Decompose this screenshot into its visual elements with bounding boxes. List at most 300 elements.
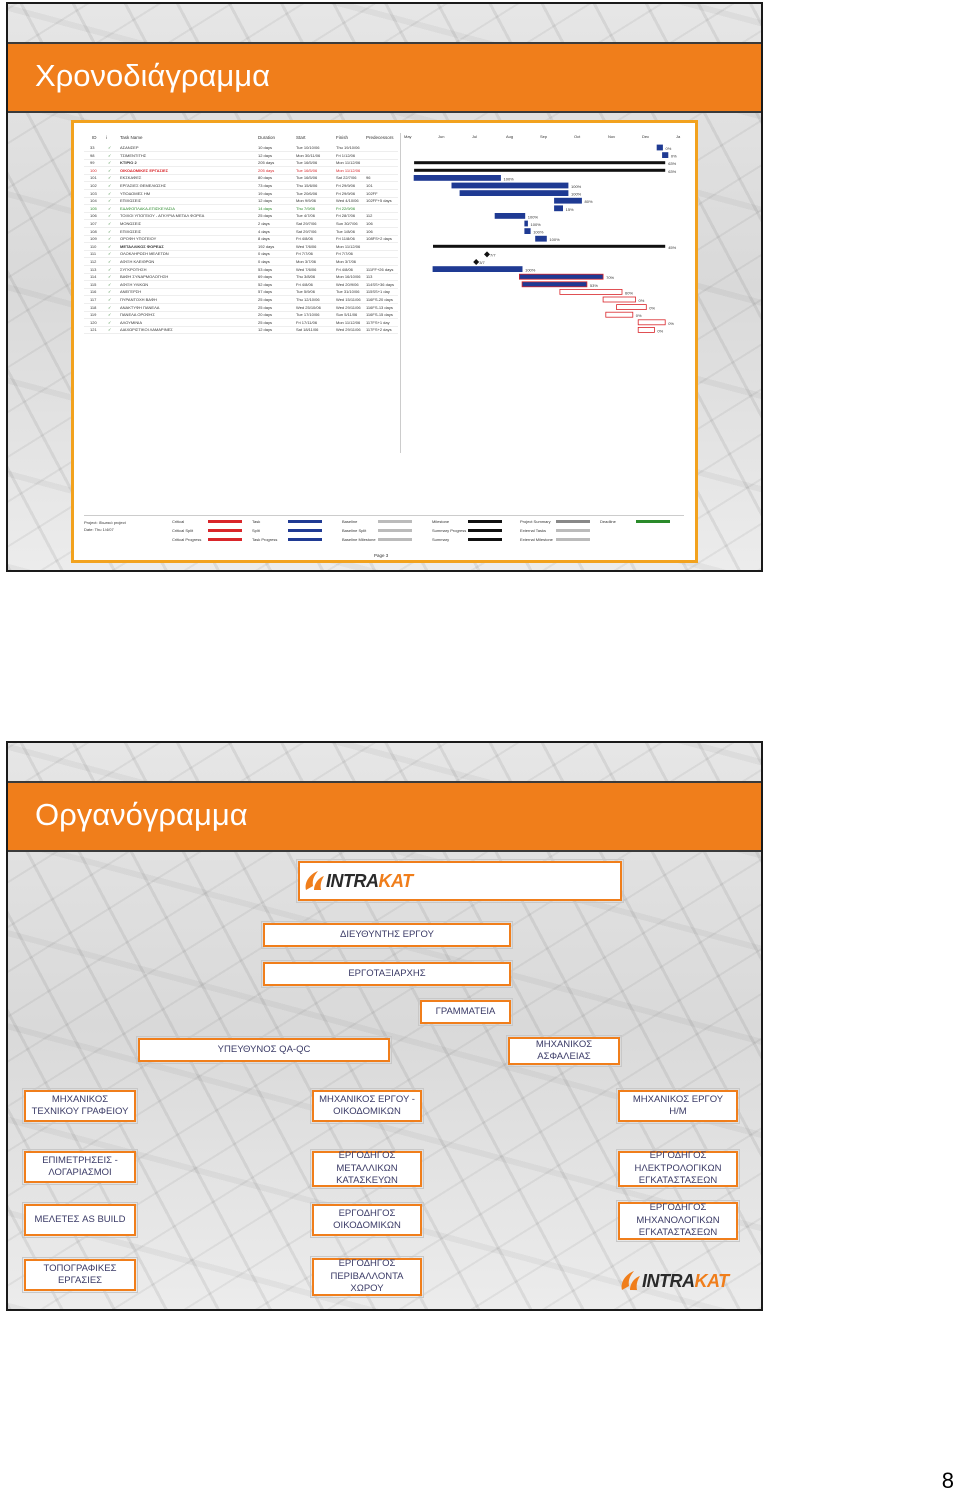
gantt-cell-id: 98 <box>90 152 95 158</box>
gantt-cell-start: Tue 5/9/06 <box>296 289 315 295</box>
gantt-month-label: Ja <box>676 134 681 139</box>
check-icon: ✓ <box>108 251 112 257</box>
gantt-page-label: Page 3 <box>374 553 389 558</box>
org-tech-office: ΜΗΧΑΝΙΚΟΣ ΤΕΧΝΙΚΟΥ ΓΡΑΦΕΙΟΥ <box>24 1090 136 1122</box>
gantt-cell-id: 120 <box>90 319 97 325</box>
gantt-summary-bar <box>433 245 665 248</box>
legend-date: Date: Thu 1/4/07 <box>84 527 114 532</box>
gantt-cell-finish: Wed 15/11/06 <box>336 297 361 302</box>
gantt-cell-start: Thu 15/6/06 <box>296 183 318 188</box>
gantt-cell-pred: 106 <box>366 221 373 226</box>
gantt-cell-pred: 116FS-15 days <box>366 312 393 318</box>
gantt-cell-id: 113 <box>90 266 97 272</box>
gantt-cell-task: ΒΑΦΗ ΣΥΝΑΡΜΟΛΟΓΗΣΗ <box>120 274 169 280</box>
gantt-cell-duration: 20 days <box>258 312 273 318</box>
gantt-cell-id: 105 <box>90 205 97 211</box>
gantt-cell-finish: Fri 7/7/06 <box>336 251 353 257</box>
legend-label: Task Progress <box>252 537 278 542</box>
gantt-cell-task: ΑΦΙΞΗ ΥΛΙΚΩΝ <box>120 281 149 287</box>
org-steel-foreman: ΕΡΓΟΔΗΓΟΣ ΜΕΤΑΛΛΙΚΩΝ ΚΑΤΑΣΚΕΥΩΝ <box>312 1151 422 1187</box>
gantt-cell-finish: Sun 5/11/06 <box>336 312 358 318</box>
gantt-cell-duration: 80 days <box>258 175 273 181</box>
gantt-cell-start: Tue 10/10/06 <box>296 145 320 150</box>
intrakat-logo-mark-icon <box>302 868 326 894</box>
legend-swatch <box>468 529 502 532</box>
intrakat-logo <box>302 868 413 894</box>
check-icon: ✓ <box>108 236 112 242</box>
gantt-cell-start: Fri 4/8/06 <box>296 281 313 287</box>
gantt-cell-duration: 2 days <box>258 221 270 226</box>
legend-swatch <box>468 538 502 541</box>
page-number: 8 <box>941 1468 954 1493</box>
header-duration: Duration <box>258 135 276 140</box>
gantt-cell-start: Tue 16/5/06 <box>296 160 318 166</box>
gantt-task-bar <box>560 289 622 294</box>
gantt-cell-start: Mon 9/9/06 <box>296 198 317 204</box>
gantt-cell-id: 119 <box>90 312 97 318</box>
gantt-cell-pred: 116FS-20 days <box>366 297 393 302</box>
gantt-cell-duration: 14 days <box>258 205 273 211</box>
legend-label: Critical <box>172 519 185 524</box>
header-predecessors: Predecessors <box>366 135 394 140</box>
gantt-bar-label: 0% <box>665 146 672 151</box>
gantt-cell-task: ΟΡΟΦΗ ΥΠΟΓΕΙΟΥ <box>120 236 157 242</box>
gantt-cell-task: ΠΑΝΕΛΑ ΟΡΟΦΗΣ <box>120 312 155 318</box>
slide-title-bar <box>8 781 761 852</box>
gantt-cell-finish: Fri 29/9/06 <box>336 190 356 196</box>
gantt-cell-pred: 117FS+2 days <box>366 327 392 333</box>
intrakat-logo-mark-icon <box>618 1268 642 1294</box>
org-building-foreman: ΕΡΓΟΔΗΓΟΣ ΟΙΚΟΔΟΜΙΚΩΝ <box>312 1204 422 1236</box>
gantt-bar-label: 70% <box>606 275 615 281</box>
legend-swatch <box>288 529 322 532</box>
gantt-bar-label: 0% <box>649 305 656 311</box>
gantt-task-bar <box>460 191 568 196</box>
legend-label: Split <box>252 528 260 533</box>
org-site-manager: ΕΡΓΟΤΑΞΙΑΡΧΗΣ <box>263 962 511 986</box>
slide-title: Οργανόγραμμα <box>35 797 248 832</box>
gantt-cell-id: 104 <box>90 198 97 204</box>
legend-label: Deadline <box>600 519 616 524</box>
legend-label: Baseline Split <box>342 528 367 533</box>
gantt-cell-finish: Sun 30/7/06 <box>336 221 358 226</box>
gantt-month-label: Dec <box>642 134 650 139</box>
gantt-month-label: Aug <box>506 134 514 139</box>
gantt-cell-id: 109 <box>90 236 97 242</box>
gantt-cell-duration: 12 days <box>258 152 273 158</box>
gantt-cell-task: ΑΛΟΥΜΙΝΙΑ <box>120 319 143 325</box>
gantt-cell-id: 108 <box>90 228 97 234</box>
gantt-cell-finish: Fri 4/8/06 <box>336 266 353 272</box>
gantt-cell-finish: Wed 20/9/06 <box>336 281 359 287</box>
header-task: Task Name <box>120 135 143 140</box>
org-electrical-foreman: ΕΡΓΟΔΗΓΟΣ ΗΛΕΚΤΡΟΛΟΓΙΚΩΝ ΕΓΚΑΤΑΣΤΑΣΕΩΝ <box>618 1151 738 1187</box>
gantt-timeline <box>402 133 692 453</box>
slide-top-strip <box>8 743 761 781</box>
legend-label: External Milestone <box>520 537 553 542</box>
gantt-bar-label: 100% <box>571 184 582 189</box>
gantt-bar-label: 53% <box>589 282 598 288</box>
gantt-cell-duration: 4 days <box>258 228 270 234</box>
gantt-cell-finish: Mon 11/12/06 <box>336 167 361 173</box>
legend-swatch <box>378 520 412 523</box>
slide-title-bar <box>8 42 761 113</box>
gantt-cell-start: Thu 12/10/06 <box>296 297 320 302</box>
gantt-cell-duration: 192 days <box>258 243 275 249</box>
gantt-cell-duration: 0 days <box>258 251 270 257</box>
check-icon: ✓ <box>108 205 112 211</box>
gantt-bar-label: 3/7 <box>479 260 485 265</box>
gantt-cell-id: 117 <box>90 297 97 302</box>
gantt-bar-label: 0% <box>638 298 645 303</box>
gantt-task-bar <box>433 267 522 272</box>
legend-label: Critical Progress <box>172 537 202 542</box>
gantt-cell-pred: 101 <box>366 183 373 188</box>
gantt-task-bar <box>603 297 635 302</box>
gantt-cell-id: 99 <box>90 160 95 166</box>
gantt-task-bar <box>638 327 654 332</box>
check-icon: ✓ <box>108 312 112 318</box>
check-icon: ✓ <box>108 297 112 302</box>
gantt-row <box>84 326 398 334</box>
gantt-cell-task: ΟΛΟΚΛΗΡΩΣΗ ΜΕΛΕΤΩΝ <box>120 251 169 257</box>
check-icon: ✓ <box>108 160 112 166</box>
gantt-bar-label: 45% <box>668 244 677 250</box>
gantt-cell-finish: Fri 22/9/06 <box>336 205 356 211</box>
gantt-task-bar <box>525 229 530 234</box>
gantt-cell-start: Tue 16/5/06 <box>296 175 318 181</box>
gantt-month-label: May <box>404 134 412 139</box>
gantt-cell-task: ΕΚΣΚΑΦΕΣ <box>120 175 142 181</box>
legend-swatch <box>208 520 242 523</box>
gantt-cell-task: ΑΝΕΓΕΡΣΗ <box>120 289 142 295</box>
gantt-cell-start: Fri 4/8/06 <box>296 236 313 242</box>
gantt-cell-duration: 25 days <box>258 304 273 310</box>
slide-org-chart <box>6 741 763 1311</box>
gantt-task-bar <box>638 320 665 325</box>
legend-swatch <box>378 538 412 541</box>
legend-swatch <box>208 538 242 541</box>
gantt-cell-start: Tue 16/5/06 <box>296 167 318 173</box>
gantt-month-label: Oct <box>574 134 581 139</box>
org-mechanical-foreman: ΕΡΓΟΔΗΓΟΣ ΜΗΧΑΝΟΛΟΓΙΚΩΝ ΕΓΚΑΤΑΣΤΑΣΕΩΝ <box>618 1202 738 1240</box>
gantt-cell-pred: 111FF+26 days <box>366 266 394 272</box>
gantt-bar-label: 100% <box>571 191 582 197</box>
gantt-cell-pred: 115SS+1 day <box>366 289 390 295</box>
check-icon: ✓ <box>108 319 112 325</box>
gantt-cell-finish: Fri 11/8/06 <box>336 236 355 242</box>
gantt-cell-finish: Mon 3/7/06 <box>336 259 357 264</box>
gantt-cell-start: Fri 17/11/06 <box>296 319 318 325</box>
header-start: Start <box>296 135 306 140</box>
check-icon: ✓ <box>108 183 112 188</box>
org-director: ΔΙΕΥΘΥΝΤΗΣ ΕΡΓΟΥ <box>263 923 511 947</box>
gantt-bar-label: 80% <box>584 199 593 205</box>
legend-label: Baseline <box>342 519 358 524</box>
org-safety-engineer: ΜΗΧΑΝΙΚΟΣ ΑΣΦΑΛΕΙΑΣ <box>508 1037 620 1065</box>
check-icon: ✓ <box>108 266 112 272</box>
gantt-cell-duration: 73 days <box>258 183 273 188</box>
gantt-cell-pred: 113 <box>366 274 373 280</box>
legend-label: Summary Progress <box>432 528 467 533</box>
gantt-cell-id: 114 <box>90 274 97 280</box>
check-icon: ✓ <box>108 274 112 280</box>
gantt-task-table <box>84 133 398 453</box>
gantt-cell-start: Wed 7/6/06 <box>296 243 317 249</box>
gantt-bar-label: 0% <box>670 153 677 159</box>
gantt-cell-id: 121 <box>90 327 97 333</box>
gantt-cell-task: ΠΥΡΑΝΤΟΧΗ ΒΑΦΗ <box>120 297 157 302</box>
org-measurements: ΕΠΙΜΕΤΡΗΣΕΙΣ - ΛΟΓΑΡΙΑΣΜΟΙ <box>24 1151 136 1183</box>
gantt-cell-task: ΤΣΙΜΕΝΤΙΤΗΣ <box>120 152 147 158</box>
gantt-cell-start: Tue 20/6/06 <box>296 190 318 196</box>
logo-word: INTRAKAT <box>326 870 413 891</box>
gantt-month-label: Sep <box>540 134 548 139</box>
gantt-bar-label: 7/7 <box>490 252 496 258</box>
slide-title: Χρονοδιάγραμμα <box>35 58 271 93</box>
gantt-cell-id: 103 <box>90 190 97 196</box>
gantt-cell-id: 106 <box>90 213 97 219</box>
gantt-bar-label: 100% <box>527 214 539 220</box>
gantt-cell-id: 102 <box>90 183 97 188</box>
gantt-cell-finish: Mon 11/12/06 <box>336 160 361 166</box>
intrakat-logo-bottom <box>618 1268 729 1294</box>
gantt-cell-finish: Fri 1/12/06 <box>336 152 356 158</box>
gantt-bar-label: 100% <box>533 229 544 235</box>
slide-schedule <box>6 2 763 572</box>
gantt-bar-label: 100% <box>525 267 536 273</box>
legend-label: Task <box>252 519 261 524</box>
gantt-cell-duration: 25 days <box>258 319 273 325</box>
legend-swatch <box>208 529 242 532</box>
gantt-cell-pred: 96 <box>366 175 371 181</box>
gantt-cell-id: 101 <box>90 175 97 181</box>
gantt-cell-id: 111 <box>90 251 97 257</box>
gantt-task-bar <box>522 282 587 287</box>
gantt-bar-label: 0% <box>657 328 664 334</box>
check-icon: ✓ <box>108 213 112 219</box>
header-finish: Finish <box>336 135 349 140</box>
gantt-cell-pred: 117FS+1 day <box>366 319 390 325</box>
gantt-cell-task: ΑΦΙΞΗ ΚΛΕΙΘΡΩΝ <box>120 259 155 264</box>
gantt-cell-duration: 205 days <box>258 167 275 173</box>
gantt-cell-pred: 116FS-13 days <box>366 304 393 310</box>
gantt-task-bar <box>525 221 528 226</box>
gantt-cell-duration: 52 days <box>258 281 273 287</box>
gantt-cell-start: Sat 18/11/06 <box>296 327 319 333</box>
org-qa-qc: ΥΠΕΥΘΥΝΟΣ QA-QC <box>138 1038 390 1062</box>
gantt-task-bar <box>663 153 668 158</box>
gantt-cell-pred: 108FS+2 days <box>366 236 392 242</box>
header-id: ID <box>92 135 97 140</box>
legend-swatch <box>636 520 670 523</box>
check-icon: ✓ <box>108 152 112 158</box>
gantt-cell-task: ΜΟΝΩΣΕΙΣ <box>120 221 142 226</box>
org-secretary: ΓΡΑΜΜΑΤΕΙΑ <box>420 1000 511 1024</box>
legend-label: Critical Split <box>172 528 194 533</box>
gantt-cell-finish: Fri 28/7/06 <box>336 213 356 219</box>
gantt-cell-task: ΕΠΙΧΩΣΕΙΣ <box>120 228 142 234</box>
legend-label: Project Summary <box>520 519 551 524</box>
gantt-cell-pred: 102FF <box>366 190 378 196</box>
gantt-cell-task: ΕΠΙΧΩΣΕΙΣ <box>120 198 142 204</box>
gantt-cell-duration: 19 days <box>258 190 273 196</box>
gantt-cell-start: Tue 4/7/06 <box>296 213 315 219</box>
legend-swatch <box>556 538 590 541</box>
org-landscape-foreman: ΕΡΓΟΔΗΓΟΣ ΠΕΡΙΒΑΛΛΟΝΤΑ ΧΩΡΟΥ <box>312 1258 422 1296</box>
check-icon: ✓ <box>108 221 112 226</box>
org-em-engineer: ΜΗΧΑΝΙΚΟΣ ΕΡΓΟΥ Η/Μ <box>618 1090 738 1122</box>
gantt-cell-task: ΕΡΓΑΣΙΕΣ ΘΕΜΕΛΙΩΣΗΣ <box>120 183 167 188</box>
check-icon: ✓ <box>108 243 112 249</box>
gantt-bar-label: 0% <box>668 320 674 326</box>
gantt-cell-finish: Wed 29/11/06 <box>336 304 361 310</box>
org-as-build: ΜΕΛΕΤΕΣ AS BUILD <box>24 1204 136 1236</box>
gantt-cell-id: 110 <box>90 243 97 249</box>
slide-top-strip <box>8 4 761 42</box>
legend-swatch <box>556 520 590 523</box>
gantt-summary-bar <box>414 161 665 164</box>
gantt-cell-start: Mon 3/7/06 <box>296 259 317 264</box>
org-topography: ΤΟΠΟΓΡΑΦΙΚΕΣ ΕΡΓΑΣΙΕΣ <box>24 1259 136 1291</box>
check-icon: ✓ <box>108 281 112 287</box>
gantt-bar-label: 100% <box>549 237 560 243</box>
gantt-cell-task: ΚΤΙΡΙΟ 2 <box>120 160 137 166</box>
gantt-bar-label: 63% <box>668 161 677 167</box>
gantt-cell-finish: Wed 4/10/06 <box>336 198 359 204</box>
gantt-cell-task: ΑΝΑΚΤΥΦΗ ΠΑΝΕΛΑ <box>120 304 160 310</box>
legend-swatch <box>378 529 412 532</box>
gantt-bar-label: 100% <box>503 176 514 182</box>
gantt-task-bar <box>536 236 547 241</box>
check-icon: ✓ <box>108 175 112 181</box>
gantt-cell-start: Wed 25/10/06 <box>296 304 321 310</box>
gantt-divider <box>400 133 401 453</box>
check-icon: ✓ <box>108 259 112 264</box>
gantt-cell-task: ΥΠΟΔΟΜΕΣ ΗΜ <box>120 190 151 196</box>
gantt-cell-task: ΜΕΤΑΛΛΙΚΟΣ ΦΟΡΕΑΣ <box>120 243 164 249</box>
check-icon: ✓ <box>108 228 112 234</box>
gantt-cell-duration: 12 days <box>258 327 273 333</box>
gantt-cell-id: 107 <box>90 221 97 226</box>
legend-label: Baseline Milestone <box>342 537 376 542</box>
gantt-cell-duration: 53 days <box>258 266 273 272</box>
gantt-cell-duration: 12 days <box>258 198 273 204</box>
gantt-cell-start: Sat 29/7/06 <box>296 221 317 226</box>
gantt-task-bar <box>452 183 568 188</box>
gantt-cell-task: ΤΟΙΧΟΙ ΥΠΟΓΕΙΟΥ - ΑΓΚΥΡΙΑ ΜΕΤΑΛ ΦΟΡΕΑ <box>120 213 205 219</box>
legend-swatch <box>288 520 322 523</box>
gantt-cell-start: Sat 29/7/06 <box>296 228 317 234</box>
gantt-cell-duration: 10 days <box>258 145 273 150</box>
gantt-task-bar <box>606 312 633 317</box>
gantt-cell-finish: Wed 29/11/06 <box>336 327 361 333</box>
gantt-legend <box>84 515 684 550</box>
gantt-cell-pred: 106 <box>366 228 373 234</box>
legend-label: Milestone <box>432 519 450 524</box>
gantt-bar-label: 63% <box>668 168 677 174</box>
gantt-cell-id: 115 <box>90 281 97 287</box>
check-icon: ✓ <box>108 145 112 150</box>
gantt-cell-id: 33 <box>90 145 95 150</box>
gantt-cell-finish: Mon 11/12/06 <box>336 243 361 249</box>
gantt-summary-bar <box>414 169 665 172</box>
gantt-month-label: Jul <box>472 134 478 139</box>
gantt-cell-duration: 205 days <box>258 160 275 166</box>
gantt-cell-id: 118 <box>90 304 97 310</box>
gantt-bar-label: 0% <box>635 313 642 319</box>
logo-word: INTRAKAT <box>642 1270 729 1291</box>
gantt-task-bar <box>414 175 500 180</box>
check-icon: ✓ <box>108 167 112 173</box>
gantt-cell-finish: Mon 11/12/06 <box>336 319 361 325</box>
gantt-cell-id: 100 <box>90 167 97 173</box>
gantt-cell-pred: 112 <box>366 213 373 219</box>
org-civil-engineer: ΜΗΧΑΝΙΚΟΣ ΕΡΓΟΥ - ΟΙΚΟΔΟΜΙΚΩΝ <box>312 1090 422 1122</box>
gantt-cell-duration: 25 days <box>258 297 273 302</box>
gantt-cell-duration: 0 days <box>258 259 270 264</box>
legend-swatch <box>468 520 502 523</box>
gantt-cell-pred: 102FF+5 days <box>366 198 392 204</box>
gantt-cell-start: Thu 7/9/06 <box>296 205 316 211</box>
check-icon: ✓ <box>108 198 112 204</box>
gantt-cell-finish: Thu 19/10/06 <box>336 145 360 150</box>
gantt-bar-label: 60% <box>625 290 634 296</box>
gantt-task-bar <box>555 198 582 203</box>
legend-swatch <box>288 538 322 541</box>
gantt-task-bar <box>555 206 563 211</box>
gantt-cell-task: ΕΔΑΦΟΠΛΑΚΑ-ΕΠΙΣΚΕΥΑΣΙΑ <box>120 205 175 211</box>
legend-project: Project: Ιδιωτικό project <box>84 520 126 525</box>
gantt-cell-duration: 8 days <box>258 236 270 242</box>
logo-banner <box>298 861 622 901</box>
legend-swatch <box>556 529 590 532</box>
gantt-cell-start: Fri 7/7/06 <box>296 251 313 257</box>
gantt-task-bar <box>657 145 662 150</box>
check-icon: ✓ <box>108 190 112 196</box>
gantt-bars <box>402 133 692 453</box>
gantt-cell-finish: Tue 31/10/06 <box>336 289 360 295</box>
gantt-task-bar <box>495 213 525 218</box>
gantt-cell-duration: 57 days <box>258 289 273 295</box>
gantt-cell-task: ΣΥΓΚΡΟΤΗΣΗ <box>120 266 147 272</box>
gantt-cell-finish: Fri 29/9/06 <box>336 183 356 188</box>
check-icon: ✓ <box>108 289 112 295</box>
gantt-cell-id: 112 <box>90 259 97 264</box>
gantt-cell-finish: Sat 22/7/06 <box>336 175 357 181</box>
gantt-cell-start: Thu 3/8/06 <box>296 274 316 280</box>
header-info: i <box>106 135 107 140</box>
gantt-cell-task: ΑΣΑΝΣΕΡ <box>120 145 139 150</box>
gantt-cell-task: ΟΙΚΟΔΟΜΙΚΕΣ ΕΡΓΑΣΙΕΣ <box>120 167 169 173</box>
gantt-cell-start: Tue 17/10/06 <box>296 312 320 318</box>
gantt-cell-duration: 69 days <box>258 274 273 280</box>
gantt-bar-label: 100% <box>530 222 541 227</box>
check-icon: ✓ <box>108 327 112 333</box>
gantt-table-header <box>84 133 398 142</box>
check-icon: ✓ <box>108 304 112 310</box>
gantt-cell-duration: 25 days <box>258 213 273 219</box>
gantt-task-bar <box>617 305 647 310</box>
gantt-month-label: Jun <box>438 134 445 139</box>
gantt-month-label: Nov <box>608 134 616 139</box>
legend-label: Summary <box>432 537 450 542</box>
gantt-cell-task: ΔΙΑΧΩΡΙΣΤΙΚΟΙ ΛΑΜΑΡΙΝΕΣ <box>120 327 173 333</box>
gantt-cell-start: Mon 30/11/06 <box>296 152 321 158</box>
gantt-cell-finish: Tue 1/8/06 <box>336 228 355 234</box>
gantt-cell-id: 116 <box>90 289 97 295</box>
gantt-cell-pred: 114SS+36 days <box>366 281 395 287</box>
